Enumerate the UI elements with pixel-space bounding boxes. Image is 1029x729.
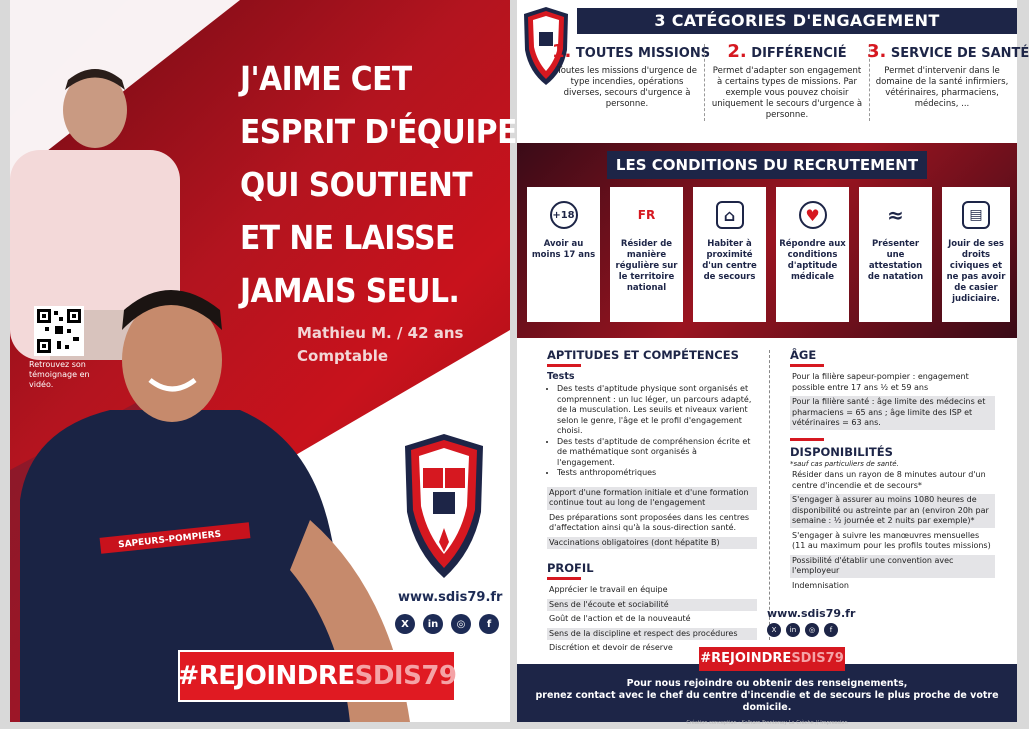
divider [547, 577, 581, 580]
qr-code-icon [37, 309, 81, 353]
x-icon[interactable]: X [395, 614, 415, 634]
quote-line: JAMAIS SEUL. [240, 271, 460, 310]
condition-card [859, 187, 932, 322]
qr-code[interactable] [34, 306, 84, 356]
age-title: ÂGE [790, 348, 817, 362]
category-desc: Permet d'adapter son engagement à certains types de missions. Par exemple vous pouvez choisir uniquement le secours d'urgence à personne. [711, 66, 863, 120]
list-item: Apport d'une formation initiale et d'une formation continue tout au long de l'engagement [547, 487, 757, 510]
list-item: Discrétion et devoir de réserve [549, 643, 673, 652]
instagram-icon[interactable]: ◎ [451, 614, 471, 634]
condition-label: Habiter à proximité d'un centre de secours [702, 239, 757, 282]
category-title: DIFFÉRENCIÉ [751, 46, 847, 61]
right-page [517, 0, 1029, 726]
condition-card [942, 187, 1010, 322]
list-item: Pour la filière sapeur-pompier : engagement possible entre 17 ans ½ et 59 ans [792, 372, 969, 392]
hashtag-banner [699, 647, 845, 671]
swimmer-icon: ≈ [887, 203, 904, 227]
facebook-icon[interactable]: f [824, 623, 838, 637]
list-item: Sens de la discipline et respect des procédures [547, 628, 757, 641]
condition-card [610, 187, 683, 322]
category-title: SERVICE DE SANTÉ [890, 46, 1029, 61]
heart-health-icon: ♥ [799, 201, 827, 229]
hashtag-part2: SDIS79 [791, 651, 844, 666]
categories-title: 3 CATÉGORIES D'ENGAGEMENT [577, 8, 1017, 34]
hashtag-banner [178, 650, 456, 702]
category-desc: Permet d'intervenir dans le domaine de la santé infirmiers, vétérinaires, pharmaciens, médecins, ... [875, 66, 1009, 109]
dispo-title: DISPONIBILITÉS [790, 444, 893, 459]
x-icon[interactable]: X [767, 623, 781, 637]
condition-card [527, 187, 600, 322]
credit-text: Création conception : Kalhorn Frontenay-La Crèche // Impression [686, 720, 848, 726]
quote-line: J'AIME CET [240, 59, 412, 98]
condition-label: Avoir au moins 17 ans [531, 239, 596, 260]
qr-caption: Retrouvez son témoignage en vidéo. [29, 360, 90, 389]
condition-card [693, 187, 766, 322]
author-block [297, 322, 464, 368]
footer-line-1: Pour nous rejoindre ou obtenir des renseignements, [626, 678, 908, 689]
list-item: • Tests anthropométriques [557, 468, 757, 479]
facebook-icon[interactable]: f [479, 614, 499, 634]
social-icons [767, 623, 838, 637]
category-desc: Toutes les missions d'urgence de type incendies, opérations diverses, secours d'urgence à personne. [556, 66, 698, 109]
tests-title: Tests [547, 371, 575, 382]
category-2 [704, 41, 870, 121]
condition-label: Jouir de ses droits civiques et ne pas avoir de casier judiciaire. [946, 239, 1006, 304]
author-name: Mathieu M. / 42 ans [297, 324, 464, 342]
conditions-section [517, 143, 1017, 338]
list-item: S'engager à assurer au moins 1080 heures de disponibilité ou astreinte par an (environ 20h par semaine : ½ journée et 2 nuits par exemple)* [790, 494, 995, 528]
category-number: 2. [727, 41, 747, 62]
quote-line: ET NE LAISSE [240, 218, 455, 257]
france-map-icon: FR [637, 208, 656, 222]
footer-line-2: prenez contact avec le chef du centre d'incendie et de secours le plus proche de votre domicile. [535, 690, 999, 713]
list-item: • Des tests d'aptitude physique sont organisés et comprennent : un luc léger, un parcours adapté, de la musculation. Les seuils et niveaux varient selon le genre, l'âge et le profil d'engagement choisi. [557, 384, 757, 437]
age-18-icon: +18 [550, 201, 578, 229]
category-title: TOUTES MISSIONS [575, 46, 711, 61]
hashtag-part1: #REJOINDRE [177, 661, 355, 691]
sdis-shield-logo [403, 432, 485, 580]
divider [790, 364, 824, 367]
list-item: Goût de l'action et de la nouveauté [549, 614, 691, 623]
list-item: S'engager à suivre les manœuvres mensuelles (11 au maximum pour les profils toutes missions) [792, 530, 991, 550]
hashtag-part1: #REJOINDRE [700, 651, 792, 666]
list-item: Vaccinations obligatoires (dont hépatite B) [547, 537, 757, 550]
author-job: Comptable [297, 347, 389, 365]
document-icon: ▤ [962, 201, 990, 229]
condition-card [776, 187, 849, 322]
footer-contact [517, 664, 1017, 726]
hashtag-part2: SDIS79 [354, 661, 457, 691]
divider [547, 364, 581, 367]
linkedin-icon[interactable]: in [786, 623, 800, 637]
fire-station-icon: ⌂ [716, 201, 744, 229]
condition-label: Résider de manière régulière sur le territoire national [615, 239, 678, 293]
aptitudes-title: APTITUDES ET COMPÉTENCES [547, 348, 739, 362]
list-item: Indemnisation [792, 580, 849, 590]
age-column [790, 348, 995, 594]
quote-headline [240, 52, 517, 317]
list-item: Possibilité d'établir une convention avec l'employeur [790, 555, 995, 578]
shirt-text: SAPEURS-POMPIERS [117, 529, 222, 551]
left-page [10, 0, 517, 722]
quote-line: ESPRIT D'ÉQUIPE [240, 112, 517, 151]
category-1 [552, 41, 711, 110]
list-item: Des préparations sont proposées dans les centres d'affectation ainsi qu'à la sous-direction santé. [549, 512, 750, 532]
aptitudes-column [547, 348, 757, 657]
instagram-icon[interactable]: ◎ [805, 623, 819, 637]
column-divider [769, 350, 770, 640]
condition-label: Répondre aux conditions d'aptitude médicale [779, 239, 846, 282]
category-3 [867, 41, 1029, 110]
social-icons [395, 614, 499, 634]
dispo-note: *sauf cas particuliers de santé. [790, 459, 899, 468]
condition-label: Présenter une attestation de natation [867, 239, 924, 282]
website-link[interactable]: www.sdis79.fr [398, 590, 503, 605]
tests-list [547, 384, 757, 479]
profil-title: PROFIL [547, 561, 594, 575]
category-number: 3. [867, 41, 887, 62]
list-item: Apprécier le travail en équipe [549, 585, 668, 594]
quote-line: QUI SOUTIENT [240, 165, 473, 204]
list-item: Pour la filière santé : âge limite des médecins et pharmaciens = 65 ans ; âge limite des ISP et vétérinaires = 63 ans. [790, 396, 995, 430]
list-item: Résider dans un rayon de 8 minutes autour d'un centre d'incendie et de secours* [792, 470, 986, 490]
list-item: • Des tests d'aptitude de compréhension écrite et de mathématique sont organisés à l'engagement. [557, 437, 757, 469]
conditions-title: LES CONDITIONS DU RECRUTEMENT [607, 151, 927, 179]
list-item: Sens de l'écoute et sociabilité [547, 599, 757, 612]
linkedin-icon[interactable]: in [423, 614, 443, 634]
category-number: 1. [552, 41, 572, 62]
website-link[interactable]: www.sdis79.fr [767, 607, 856, 620]
divider [790, 438, 824, 441]
